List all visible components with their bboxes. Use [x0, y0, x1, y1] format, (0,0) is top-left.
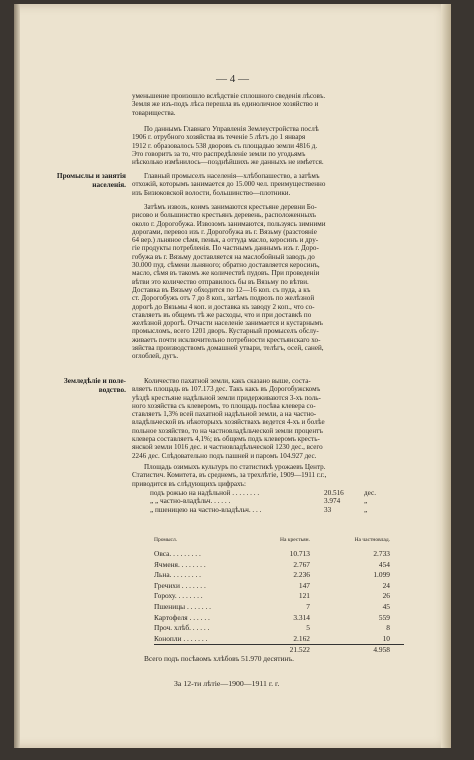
- winter-crop-row: „ пшеницею на частно-владѣльч. . . . 33 „: [150, 505, 368, 514]
- winter-crop-row: „ „ частно-владѣльч. . . . . . 3.974 „: [150, 497, 368, 506]
- paragraph-forest: уменьшение произошло вслѣдствіе сплошного сведенія лѣсовъ. Земля же изъ-подъ лѣса перешла въ единоличное хозяйство и товарищества.: [132, 92, 326, 117]
- table-row: Конопли . . . . . . . 2.162 10: [154, 633, 390, 643]
- total-sown-caption: Всего подъ посѣвомъ хлѣбовъ 51.970 десятинъ.: [144, 654, 295, 663]
- table-header-row: [154, 535, 404, 549]
- total-private: 4.958: [314, 645, 404, 656]
- table-header-cell: Промысл.: [154, 537, 178, 543]
- paragraph-carting-trade: Затѣмъ извозъ, коимъ занимаются крестьяне деревни Бо- рисово и большинство крестьянъ деревень, расположенныхъ около г. Дорогобужа. Извозомъ занимаются, пользуясь зимними дорогами, перевоз изъ г. Дорогобужа въ г. Вязьму (разстояніе 64 вер.) льняное сѣмя, пеньк, а оттуда масло, керосинъ и дру- гіе продукты потребленія. По частнымъ даннымъ изъ г. Доро- гобужа въ г. Вязьму доставляется на маслобойный заводъ до 30.000 пуд. сѣмени льняного; обратно доставляется керосинъ, масло, сѣмя въ такомъ же количествѣ пудовъ. При проведеніи вѣтви это количество отправилось бы въ Вязьму по вѣтви. Доставка въ Вязьму обходится по 12—16 коп. съ пуда, а къ ст. Дорогобужъ отъ 7 до 8 коп., затѣмъ подвозъ по желѣзной дорогѣ до Вязьмы 4 коп. и доставка къ заводу 2 коп., что со- ставляетъ въ общемъ тѣ же расходы, что и при доставкѣ по желѣзной дорогѣ. Отчасти населеніе занимается и кустарнымъ промысломъ, всего 1201 дворъ. Кустарный промыселъ обслу- живаетъ почти исключительно потребности крестьянскаго хо- зяйства производствомъ домашней утвари, телѣгъ, осей, саней, оглоблей, дугъ.: [132, 203, 326, 361]
- winter-crop-row: подъ рожью на надѣльной . . . . . . . . 20.516 дес.: [150, 489, 377, 497]
- table-row: Овса. . . . . . . . . 10.713 2.733: [154, 549, 390, 558]
- table-row: Гречихи . . . . . . . 147 24: [154, 580, 390, 590]
- side-heading-occupation: Промыслы и занятія населенія.: [56, 171, 126, 189]
- page-number: — 4 —: [216, 73, 249, 85]
- table-row: Льна. . . . . . . . . 2.236 1.099: [154, 570, 390, 580]
- paragraph-land-management: По даннымъ Главнаго Управленія Землеустройства послѣ 1906 г. отрубного хозяйства въ теченіе 5 лѣтъ до 1 января 1912 г. образовалось 538 дворовъ съ площадью земли 4816 д. Это говоритъ за то, что распредѣленіе земли по угодьямъ нѣсколько измѣнилось—позднѣйшихъ же данныхъ не имѣется.: [132, 125, 324, 167]
- total-peasant: 21.522: [244, 645, 314, 656]
- paragraph-occupation: Главный промыселъ населенія—хлѣбопашество, а затѣмъ отхожій, которымъ занимается до 15.000 чел. преимущественно изъ Бизюковской волости, большинство—плотники.: [132, 172, 326, 197]
- winter-crops-list: [138, 489, 396, 514]
- document-page: [14, 4, 451, 748]
- side-heading-agriculture: Земледѣліе и поле- водство.: [63, 376, 126, 394]
- period-caption: За 12-ти лѣтіе—1900—1911 г. г.: [174, 679, 280, 688]
- table-header-cell: На частновлад.: [354, 537, 390, 543]
- table-row: Гороху. . . . . . . . 121 26: [154, 591, 390, 601]
- page-edge-shadow: [441, 4, 451, 748]
- paragraph-agriculture: Количество пахатной земли, какъ сказано выше, соста- вляетъ площадь въ 107.173 дес. Такъ какъ въ Дорогобужскомъ уѣздѣ крестьяне надѣльной земли придерживаются 3-хъ поль- ного хозяйства съ клеверомъ, то площадь посѣва клевера со- ставляетъ 1,3% всей пахатной надѣльной земли, а на частно- владѣльческой въ нѣкоторыхъ хозяйствахъ ведется 4-хъ и болѣе польное хозяйство, то на частновладѣльческой земли процентъ клевера составляетъ 4,1%; въ общемъ подъ клеверомъ кресть- янской земли 1016 дес. и частновладѣльческой 1230 дес., всего 2246 дес. Слѣдовательно подъ пашней и паромъ 104.927 дес.: [132, 377, 325, 460]
- table-header-cell: На крестьян.: [280, 537, 310, 543]
- paragraph-winter-crops: Площадь озимыхъ культуръ по статистикѣ урожаевъ Центр. Статистич. Комитета, въ среднемъ, за трехлѣтіе, 1909—1911 г.г., приводится въ слѣдующихъ цифрахъ:: [132, 463, 327, 488]
- table-row: Проч. хлѣб. . . . . . 5 8: [154, 623, 390, 633]
- table-row: Пшеницы . . . . . . . 7 45: [154, 601, 390, 611]
- table-row: Картофеля . . . . . . 3.314 559: [154, 612, 390, 622]
- table-row: Ячменя. . . . . . . . 2.767 454: [154, 559, 390, 569]
- crops-table: [154, 535, 404, 656]
- page-binding-shadow: [14, 4, 20, 748]
